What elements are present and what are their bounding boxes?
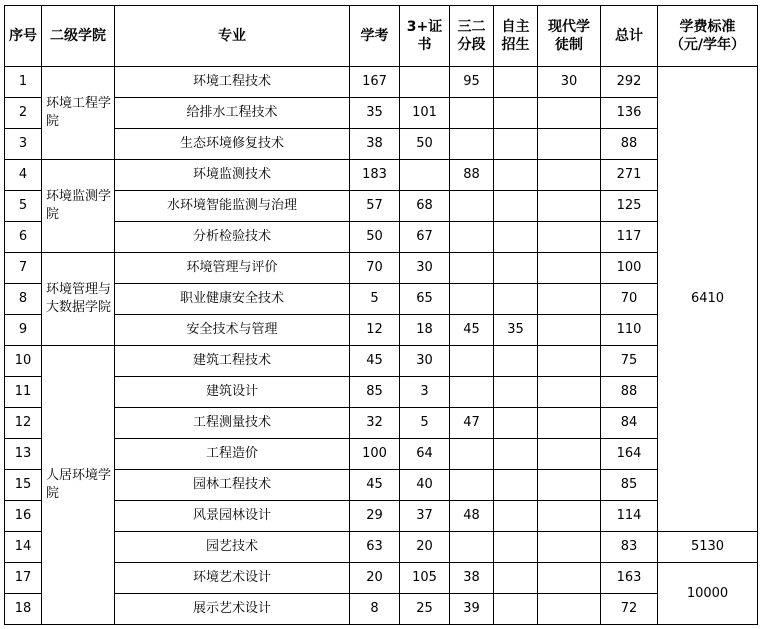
cell-xuekao: 8 [350,594,400,625]
table-row [5,532,758,563]
header-zizhu: 自主招生 [494,6,538,67]
cell-major: 园艺技术 [115,532,350,563]
cell-major: 风景园林设计 [115,501,350,532]
cell-fee: 10000 [658,563,758,625]
table-row [5,98,758,129]
cell-sane: 95 [450,67,494,98]
cell-cert: 40 [400,470,450,501]
cell-total: 114 [601,501,658,532]
cell-zizhu [494,439,538,470]
cell-modern [538,346,601,377]
cell-cert: 25 [400,594,450,625]
cell-no: 7 [5,253,42,284]
cell-no: 17 [5,563,42,594]
cell-no: 14 [5,532,42,563]
table-row [5,594,758,625]
table-row [5,222,758,253]
cell-total: 84 [601,408,658,439]
cell-xuekao: 32 [350,408,400,439]
table-row [5,439,758,470]
cell-cert: 50 [400,129,450,160]
cell-xuekao: 35 [350,98,400,129]
cell-total: 100 [601,253,658,284]
cell-modern [538,129,601,160]
header-row [5,6,758,67]
cell-sane [450,191,494,222]
cell-no: 16 [5,501,42,532]
cell-fee: 6410 [658,67,758,532]
cell-cert [400,67,450,98]
cell-no: 12 [5,408,42,439]
header-no: 序号 [5,6,42,67]
header-cert: 3+证书 [400,6,450,67]
cell-major: 工程测量技术 [115,408,350,439]
cell-sane [450,253,494,284]
cell-total: 136 [601,98,658,129]
cell-major: 环境监测技术 [115,160,350,191]
table-row [5,377,758,408]
cell-xuekao: 45 [350,470,400,501]
cell-zizhu [494,253,538,284]
cell-sane [450,284,494,315]
cell-total: 163 [601,563,658,594]
cell-xuekao: 50 [350,222,400,253]
cell-college: 环境管理与大数据学院 [42,253,115,346]
cell-major: 分析检验技术 [115,222,350,253]
cell-major: 园林工程技术 [115,470,350,501]
cell-cert: 18 [400,315,450,346]
cell-sane: 45 [450,315,494,346]
cell-cert: 64 [400,439,450,470]
cell-cert: 37 [400,501,450,532]
table-row [5,191,758,222]
table-row [5,501,758,532]
table-row [5,470,758,501]
cell-total: 70 [601,284,658,315]
cell-total: 117 [601,222,658,253]
cell-xuekao: 183 [350,160,400,191]
table-row [5,408,758,439]
cell-zizhu [494,408,538,439]
cell-total: 110 [601,315,658,346]
cell-xuekao: 63 [350,532,400,563]
cell-total: 292 [601,67,658,98]
cell-total: 72 [601,594,658,625]
cell-cert: 65 [400,284,450,315]
cell-xuekao: 45 [350,346,400,377]
cell-zizhu [494,98,538,129]
cell-xuekao: 38 [350,129,400,160]
cell-sane [450,222,494,253]
cell-sane: 48 [450,501,494,532]
header-fee: 学费标准（元/学年） [658,6,758,67]
cell-no: 9 [5,315,42,346]
cell-zizhu [494,594,538,625]
header-college: 二级学院 [42,6,115,67]
cell-xuekao: 100 [350,439,400,470]
cell-cert: 68 [400,191,450,222]
cell-major: 环境艺术设计 [115,563,350,594]
cell-major: 生态环境修复技术 [115,129,350,160]
cell-no: 6 [5,222,42,253]
cell-modern [538,253,601,284]
cell-modern [538,594,601,625]
cell-cert: 30 [400,253,450,284]
cell-major: 环境管理与评价 [115,253,350,284]
cell-major: 职业健康安全技术 [115,284,350,315]
cell-zizhu [494,563,538,594]
cell-modern [538,470,601,501]
header-modern: 现代学徒制 [538,6,601,67]
cell-cert: 5 [400,408,450,439]
cell-modern [538,408,601,439]
cell-no: 18 [5,594,42,625]
enrollment-plan-table [4,5,758,625]
cell-no: 15 [5,470,42,501]
cell-cert: 30 [400,346,450,377]
cell-xuekao: 29 [350,501,400,532]
cell-total: 75 [601,346,658,377]
cell-modern [538,501,601,532]
cell-no: 2 [5,98,42,129]
cell-xuekao: 20 [350,563,400,594]
cell-total: 83 [601,532,658,563]
cell-major: 建筑设计 [115,377,350,408]
cell-cert: 101 [400,98,450,129]
cell-cert [400,160,450,191]
cell-sane: 47 [450,408,494,439]
cell-total: 85 [601,470,658,501]
cell-xuekao: 5 [350,284,400,315]
header-major: 专业 [115,6,350,67]
cell-modern [538,284,601,315]
cell-sane: 88 [450,160,494,191]
cell-college: 人居环境学院 [42,346,115,625]
table-row [5,284,758,315]
cell-no: 1 [5,67,42,98]
cell-xuekao: 85 [350,377,400,408]
cell-modern [538,439,601,470]
cell-sane [450,129,494,160]
cell-xuekao: 70 [350,253,400,284]
cell-zizhu [494,67,538,98]
cell-total: 164 [601,439,658,470]
cell-zizhu [494,129,538,160]
cell-sane [450,532,494,563]
cell-fee: 5130 [658,532,758,563]
cell-major: 展示艺术设计 [115,594,350,625]
table-row [5,129,758,160]
cell-modern [538,377,601,408]
cell-sane: 39 [450,594,494,625]
cell-major: 水环境智能监测与治理 [115,191,350,222]
cell-zizhu: 35 [494,315,538,346]
cell-zizhu [494,160,538,191]
cell-sane [450,377,494,408]
cell-college: 环境监测学院 [42,160,115,253]
cell-no: 11 [5,377,42,408]
cell-no: 10 [5,346,42,377]
cell-zizhu [494,222,538,253]
cell-sane [450,470,494,501]
cell-sane [450,346,494,377]
cell-major: 环境工程技术 [115,67,350,98]
cell-modern [538,191,601,222]
cell-zizhu [494,532,538,563]
cell-no: 4 [5,160,42,191]
header-total: 总计 [601,6,658,67]
header-sane: 三二分段 [450,6,494,67]
cell-modern [538,98,601,129]
cell-major: 给排水工程技术 [115,98,350,129]
cell-cert: 20 [400,532,450,563]
cell-no: 3 [5,129,42,160]
cell-no: 5 [5,191,42,222]
cell-modern [538,222,601,253]
cell-xuekao: 167 [350,67,400,98]
table-row [5,346,758,377]
cell-major: 建筑工程技术 [115,346,350,377]
cell-modern [538,315,601,346]
table-row [5,67,758,98]
cell-cert: 67 [400,222,450,253]
cell-cert: 105 [400,563,450,594]
cell-zizhu [494,377,538,408]
cell-no: 13 [5,439,42,470]
table-row [5,563,758,594]
cell-xuekao: 57 [350,191,400,222]
cell-sane: 38 [450,563,494,594]
cell-modern [538,532,601,563]
cell-zizhu [494,470,538,501]
table-row [5,253,758,284]
cell-modern [538,160,601,191]
cell-college: 环境工程学院 [42,67,115,160]
cell-total: 125 [601,191,658,222]
cell-no: 8 [5,284,42,315]
header-xuekao: 学考 [350,6,400,67]
cell-zizhu [494,501,538,532]
cell-major: 工程造价 [115,439,350,470]
cell-zizhu [494,284,538,315]
cell-major: 安全技术与管理 [115,315,350,346]
cell-total: 271 [601,160,658,191]
cell-xuekao: 12 [350,315,400,346]
cell-total: 88 [601,129,658,160]
cell-total: 88 [601,377,658,408]
cell-cert: 3 [400,377,450,408]
cell-zizhu [494,346,538,377]
cell-sane [450,98,494,129]
cell-sane [450,439,494,470]
cell-modern: 30 [538,67,601,98]
table-row [5,160,758,191]
table-row [5,315,758,346]
cell-zizhu [494,191,538,222]
cell-modern [538,563,601,594]
